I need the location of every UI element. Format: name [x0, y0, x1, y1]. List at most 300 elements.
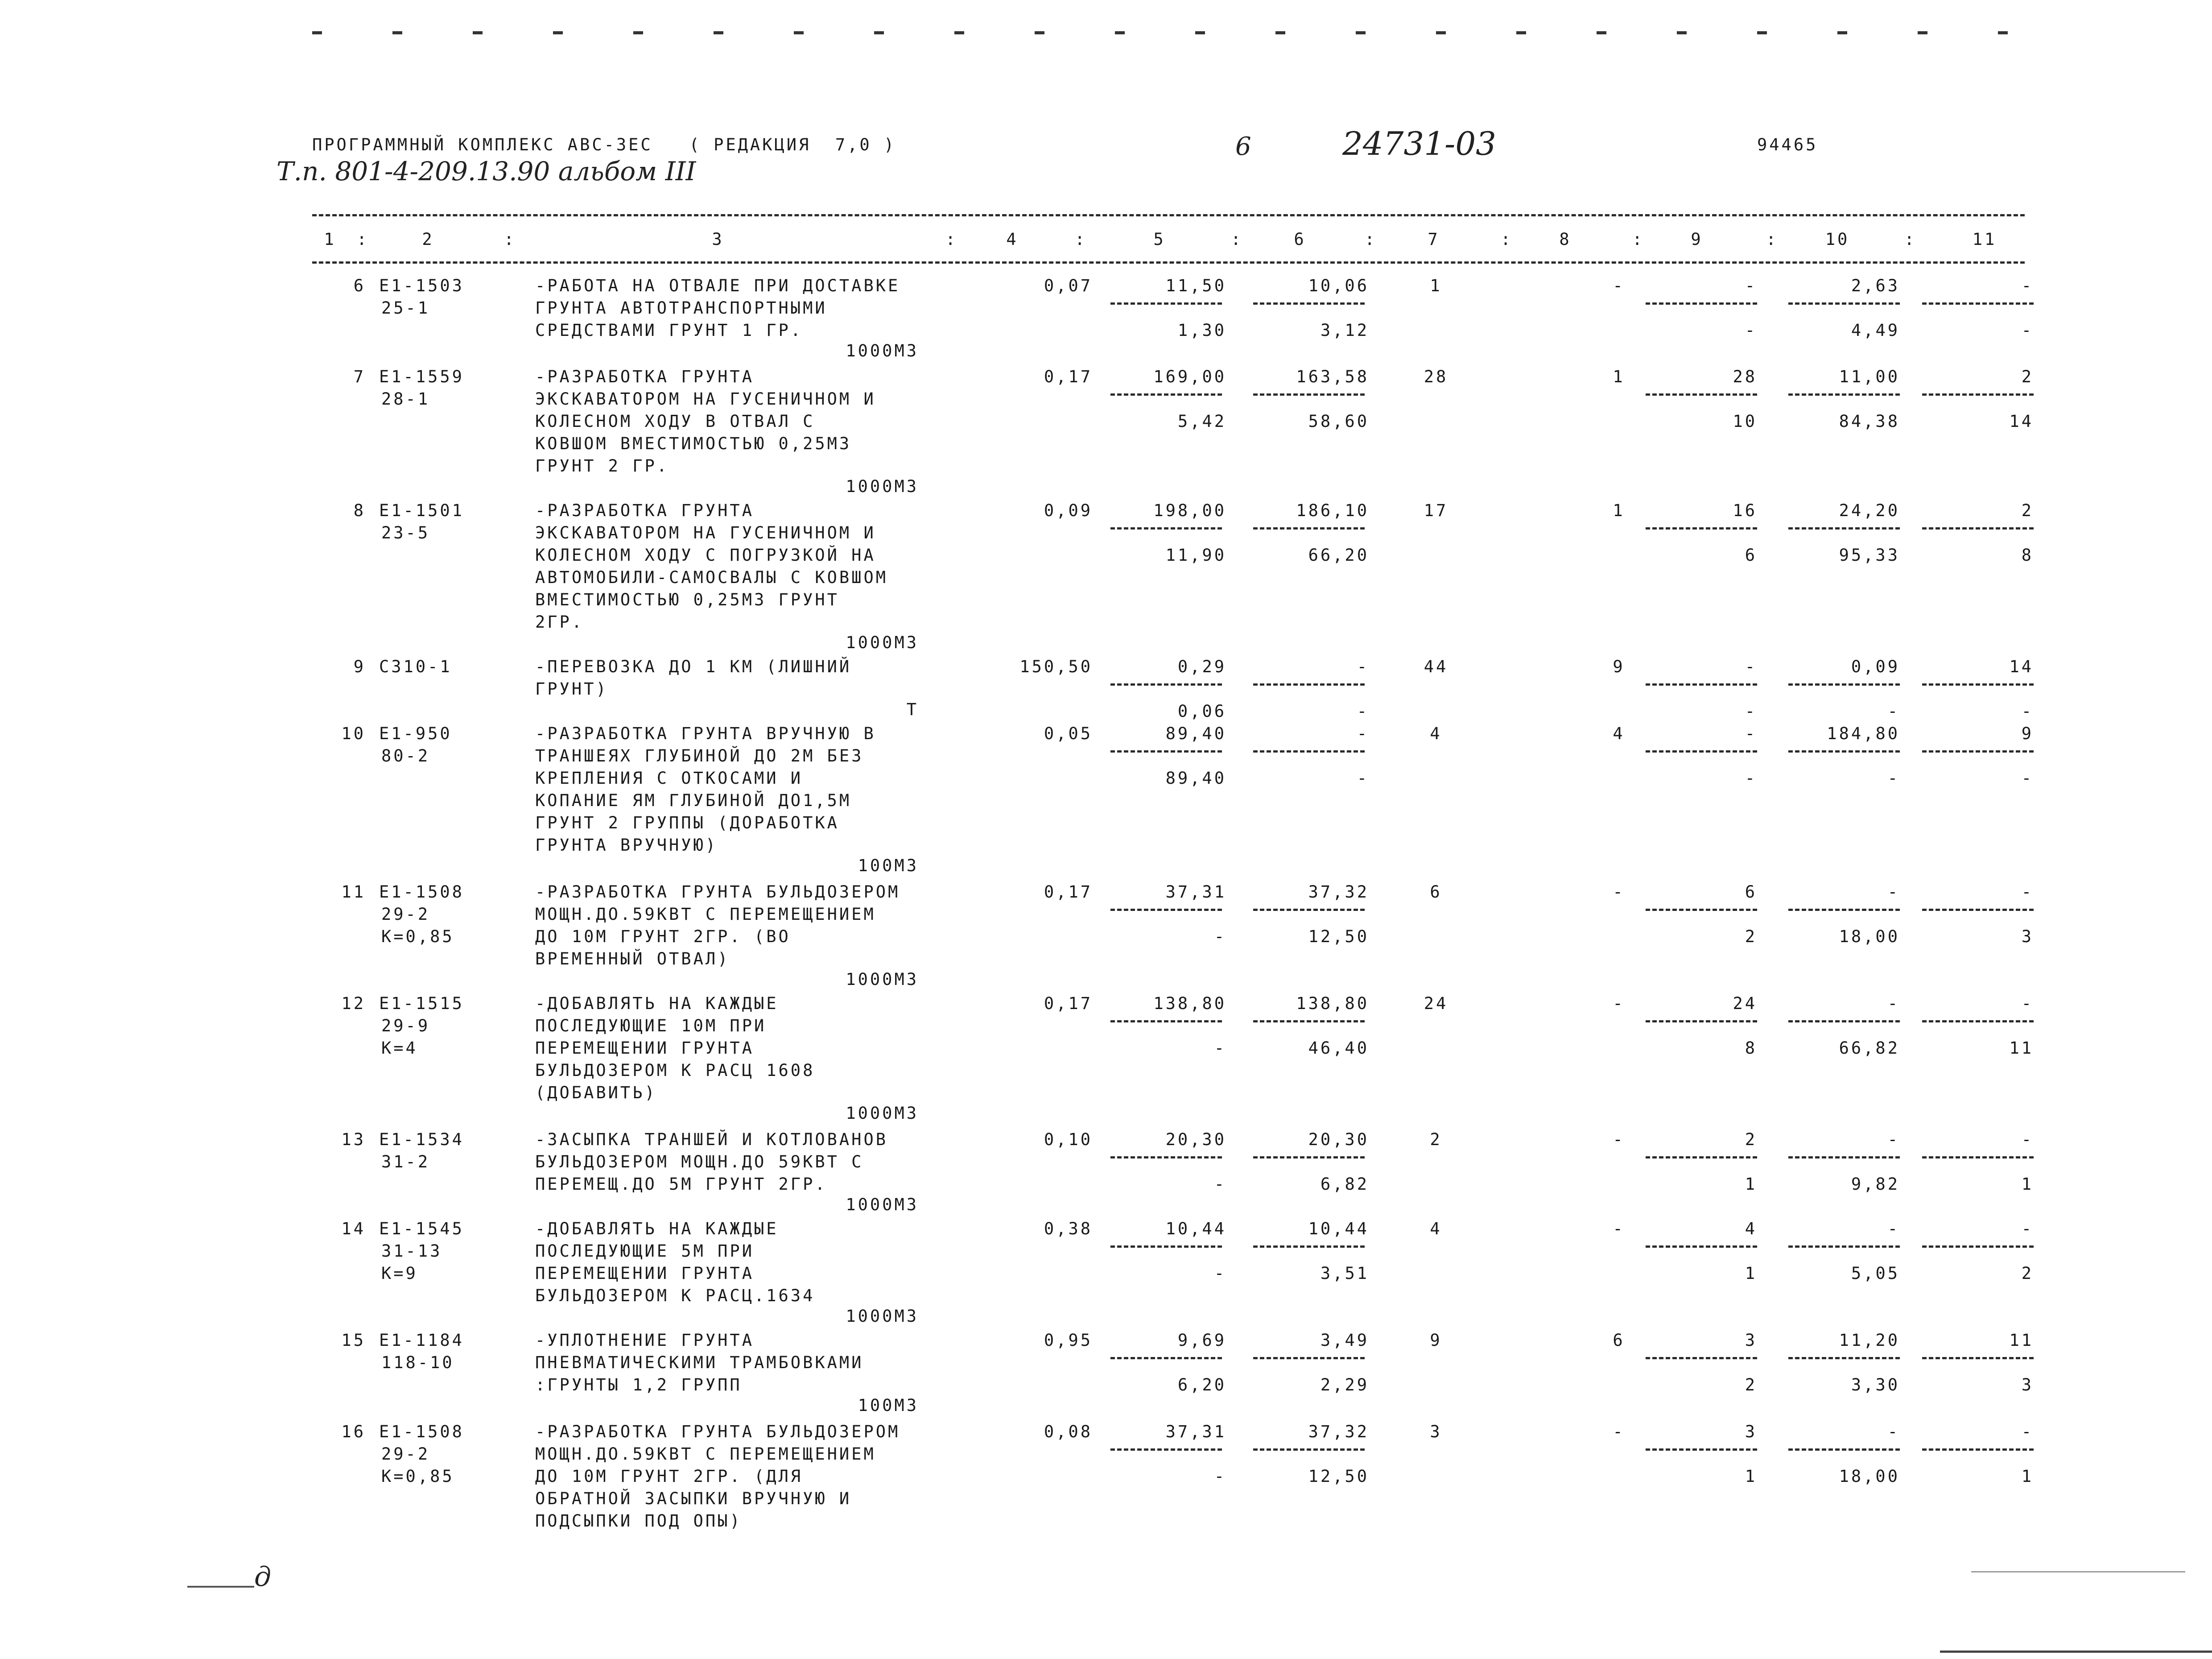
unit-cost-wage: -: [1214, 1467, 1226, 1486]
column-number: 2: [422, 230, 434, 249]
work-description: АВТОМОБИЛИ-САМОСВАЛЫ С КОВШОМ: [535, 568, 888, 587]
rate-code: К=0,85: [381, 927, 454, 946]
unit-cost-total: 37,31: [1165, 1422, 1226, 1441]
unit-cost-total: 89,40: [1165, 724, 1226, 743]
col9-value-top: 16: [1733, 501, 1757, 520]
total-wage: -: [1357, 769, 1369, 788]
unit-cost-total: 11,50: [1165, 276, 1226, 295]
work-description: ПЕРЕМЕЩЕНИИ ГРУНТА: [535, 1038, 754, 1058]
col9-value-top: 4: [1745, 1219, 1757, 1238]
col11-value-top: -: [2021, 276, 2034, 295]
col9-value-bottom: 6: [1745, 546, 1757, 565]
scan-tick: [312, 31, 322, 34]
col11-value-top: 11: [2009, 1331, 2034, 1350]
column-number: 7: [1428, 230, 1440, 249]
scan-tick: [794, 31, 804, 34]
cost-divider: [1110, 683, 1222, 686]
cost-divider: [1110, 1357, 1222, 1359]
footer-right-faint-rule: [1971, 1571, 2185, 1572]
col9-value-bottom: 10: [1733, 412, 1757, 431]
work-description: -РАБОТА НА ОТВАЛЕ ПРИ ДОСТАВКЕ: [535, 276, 900, 295]
row-number: 11: [341, 882, 366, 902]
scan-tick: [1677, 31, 1687, 34]
unit-cost-wage: 6,20: [1177, 1375, 1226, 1394]
column-number: 10: [1825, 230, 1850, 249]
col10-value-top: -: [1887, 1130, 1900, 1149]
cost-divider: [1253, 1448, 1365, 1451]
work-description: КРЕПЛЕНИЯ С ОТКОСАМИ И: [535, 769, 803, 788]
col11-value-top: -: [2021, 882, 2034, 902]
work-description: БУЛЬДОЗЕРОМ К РАСЦ.1634: [535, 1286, 815, 1305]
unit-of-measure: 1000М3: [846, 1307, 919, 1326]
scan-tick: [1837, 31, 1847, 34]
total-wage: 3,12: [1320, 321, 1369, 340]
rate-code: Е1-1515: [379, 994, 464, 1013]
col9-value-bottom: 1: [1745, 1467, 1757, 1486]
scan-tick: [1757, 31, 1767, 34]
column-separator: :: [1904, 230, 1917, 249]
col10-value-top: 24,20: [1839, 501, 1900, 520]
footer-mark: д: [254, 1561, 272, 1593]
work-description: КОЛЕСНОМ ХОДУ С ПОГРУЗКОЙ НА: [535, 546, 876, 565]
machine-hours: 1: [1613, 501, 1625, 520]
col9-value-top: 24: [1733, 994, 1757, 1013]
value-divider: [1646, 1357, 1757, 1359]
unit-cost-total: 0,29: [1177, 657, 1226, 676]
work-description: -ЗАСЫПКА ТРАНШЕЙ И КОТЛОВАНОВ: [535, 1130, 888, 1149]
quantity: 0,07: [1044, 276, 1093, 295]
work-description: СРЕДСТВАМИ ГРУНТ 1 ГР.: [535, 321, 803, 340]
row-number: 7: [353, 367, 366, 386]
work-description: -РАЗРАБОТКА ГРУНТА БУЛЬДОЗЕРОМ: [535, 1422, 900, 1441]
unit-of-measure: 1000М3: [846, 477, 919, 496]
value-divider: [1788, 750, 1900, 753]
col11-value-bottom: 1: [2021, 1175, 2034, 1194]
value-divider: [1922, 750, 2034, 753]
rate-code: Е1-950: [379, 724, 452, 743]
unit-cost-wage: -: [1214, 1264, 1226, 1283]
work-description: БУЛЬДОЗЕРОМ К РАСЦ 1608: [535, 1061, 815, 1080]
cost-divider: [1253, 750, 1365, 753]
col11-value-top: 2: [2021, 501, 2034, 520]
col10-value-top: 0,09: [1851, 657, 1900, 676]
quantity: 0,38: [1044, 1219, 1093, 1238]
work-description: -РАЗРАБОТКА ГРУНТА: [535, 367, 754, 386]
work-description: (ДОБАВИТЬ): [535, 1083, 657, 1102]
value-divider: [1788, 1448, 1900, 1451]
unit-of-measure: 1000М3: [846, 633, 919, 652]
column-number: 4: [1006, 230, 1019, 249]
work-description: ДО 10М ГРУНТ 2ГР. (ВО: [535, 927, 791, 946]
rate-code: К=4: [381, 1038, 418, 1058]
machine-hours: 9: [1613, 657, 1625, 676]
machine-hours: -: [1613, 1422, 1625, 1441]
quantity: 0,17: [1044, 994, 1093, 1013]
value-divider: [1922, 1357, 2034, 1359]
rate-code: 28-1: [381, 389, 430, 409]
row-number: 15: [341, 1331, 366, 1350]
unit-of-measure: 100М3: [858, 1396, 919, 1415]
scan-tick: [1275, 31, 1285, 34]
labor-hours: 28: [1424, 367, 1449, 386]
total-wage: 66,20: [1308, 546, 1369, 565]
col11-value-top: 14: [2009, 657, 2034, 676]
rate-code: К=9: [381, 1264, 418, 1283]
col9-value-top: 2: [1745, 1130, 1757, 1149]
unit-cost-total: 9,69: [1177, 1331, 1226, 1350]
work-description: ГРУНТ 2 ГР.: [535, 456, 669, 476]
column-number: 1: [324, 230, 336, 249]
col9-value-bottom: -: [1745, 769, 1757, 788]
col11-value-bottom: 8: [2021, 546, 2034, 565]
col10-value-bottom: 18,00: [1839, 1467, 1900, 1486]
value-divider: [1788, 1245, 1900, 1248]
col11-value-bottom: 11: [2009, 1038, 2034, 1058]
work-description: ЭКСКАВАТОРОМ НА ГУСЕНИЧНОМ И: [535, 389, 876, 409]
cost-divider: [1253, 909, 1365, 911]
value-divider: [1646, 1245, 1757, 1248]
rate-code: Е1-1501: [379, 501, 464, 520]
unit-cost-total: 37,31: [1165, 882, 1226, 902]
quantity: 0,17: [1044, 882, 1093, 902]
col11-value-top: -: [2021, 1130, 2034, 1149]
scan-tick: [392, 31, 402, 34]
cost-divider: [1110, 750, 1222, 753]
scan-tick: [473, 31, 483, 34]
work-description: ДО 10М ГРУНТ 2ГР. (ДЛЯ: [535, 1467, 803, 1486]
unit-of-measure: 1000М3: [846, 970, 919, 989]
col11-value-bottom: -: [2021, 769, 2034, 788]
value-divider: [1922, 527, 2034, 530]
col11-value-bottom: -: [2021, 321, 2034, 340]
total-wage: 2,29: [1320, 1375, 1369, 1394]
cost-divider: [1253, 1156, 1365, 1158]
column-number: 11: [1972, 230, 1997, 249]
labor-hours: 9: [1430, 1331, 1442, 1350]
labor-hours: 17: [1424, 501, 1449, 520]
value-divider: [1646, 1448, 1757, 1451]
work-description: КОВШОМ ВМЕСТИМОСТЬЮ 0,25М3: [535, 434, 852, 453]
machine-hours: -: [1613, 1219, 1625, 1238]
col9-value-top: -: [1745, 276, 1757, 295]
col11-value-top: -: [2021, 1422, 2034, 1441]
row-number: 6: [353, 276, 366, 295]
value-divider: [1646, 1020, 1757, 1022]
quantity: 0,95: [1044, 1331, 1093, 1350]
total-wage: 46,40: [1308, 1038, 1369, 1058]
labor-hours: 3: [1430, 1422, 1442, 1441]
total-cost: 186,10: [1296, 501, 1369, 520]
scan-tick: [1516, 31, 1526, 34]
unit-cost-wage: 11,90: [1165, 546, 1226, 565]
col9-value-top: -: [1745, 724, 1757, 743]
rate-code: 23-5: [381, 523, 430, 542]
scan-tick: [1918, 31, 1927, 34]
value-divider: [1646, 683, 1757, 686]
col11-value-top: 2: [2021, 367, 2034, 386]
column-number: 3: [712, 230, 724, 249]
cost-divider: [1253, 302, 1365, 305]
cost-divider: [1110, 1448, 1222, 1451]
rate-code: 29-2: [381, 1444, 430, 1464]
work-description: ЭКСКАВАТОРОМ НА ГУСЕНИЧНОМ И: [535, 523, 876, 542]
unit-cost-wage: -: [1214, 927, 1226, 946]
cost-divider: [1253, 393, 1365, 396]
rate-code: Е1-1534: [379, 1130, 464, 1149]
total-wage: 12,50: [1308, 927, 1369, 946]
unit-cost-total: 198,00: [1153, 501, 1226, 520]
value-divider: [1788, 1357, 1900, 1359]
quantity: 0,17: [1044, 367, 1093, 386]
work-description: ПЕРЕМЕЩ.ДО 5М ГРУНТ 2ГР.: [535, 1175, 827, 1194]
cost-divider: [1110, 527, 1222, 530]
column-separator: :: [357, 230, 369, 249]
scan-tick: [1035, 31, 1044, 34]
col10-value-bottom: 3,30: [1851, 1375, 1900, 1394]
rate-code: Е1-1503: [379, 276, 464, 295]
total-cost: 138,80: [1296, 994, 1369, 1013]
scan-tick: [874, 31, 884, 34]
col9-value-top: 6: [1745, 882, 1757, 902]
row-number: 9: [353, 657, 366, 676]
total-cost: 10,06: [1308, 276, 1369, 295]
value-divider: [1646, 527, 1757, 530]
page-number: 6: [1235, 132, 1251, 161]
column-separator: :: [1365, 230, 1377, 249]
col10-value-bottom: 84,38: [1839, 412, 1900, 431]
value-divider: [1646, 909, 1757, 911]
col9-value-top: 28: [1733, 367, 1757, 386]
value-divider: [1788, 302, 1900, 305]
col10-value-bottom: -: [1887, 769, 1900, 788]
col10-value-bottom: 18,00: [1839, 927, 1900, 946]
machine-hours: 4: [1613, 724, 1625, 743]
value-divider: [1788, 393, 1900, 396]
cost-divider: [1110, 1245, 1222, 1248]
col10-value-bottom: 5,05: [1851, 1264, 1900, 1283]
total-cost: 10,44: [1308, 1219, 1369, 1238]
labor-hours: 44: [1424, 657, 1449, 676]
total-wage: -: [1357, 702, 1369, 721]
rate-code: Е1-1508: [379, 882, 464, 902]
row-number: 10: [341, 724, 366, 743]
col10-value-top: 2,63: [1851, 276, 1900, 295]
value-divider: [1646, 1156, 1757, 1158]
unit-cost-total: 20,30: [1165, 1130, 1226, 1149]
work-description: БУЛЬДОЗЕРОМ МОЩН.ДО 59КВТ С: [535, 1152, 864, 1171]
cost-divider: [1110, 1020, 1222, 1022]
scan-tick: [553, 31, 563, 34]
work-description: -ДОБАВЛЯТЬ НА КАЖДЫЕ: [535, 1219, 779, 1238]
work-description: -ПЕРЕВОЗКА ДО 1 КМ (ЛИШНИЙ: [535, 657, 852, 676]
value-divider: [1646, 302, 1757, 305]
labor-hours: 1: [1430, 276, 1442, 295]
footer-right-rule: [1940, 1651, 2212, 1653]
cost-divider: [1253, 683, 1365, 686]
work-description: -РАЗРАБОТКА ГРУНТА ВРУЧНУЮ В: [535, 724, 876, 743]
quantity: 0,10: [1044, 1130, 1093, 1149]
col11-value-bottom: 3: [2021, 927, 2034, 946]
unit-cost-wage: 1,30: [1177, 321, 1226, 340]
work-description: ГРУНТ 2 ГРУППЫ (ДОРАБОТКА: [535, 813, 839, 832]
code-right: 94465: [1757, 135, 1818, 154]
scan-tick: [1356, 31, 1366, 34]
total-cost: 37,32: [1308, 1422, 1369, 1441]
col11-value-bottom: -: [2021, 702, 2034, 721]
table-top-rule: [312, 214, 2025, 216]
value-divider: [1922, 1020, 2034, 1022]
work-description: 2ГР.: [535, 612, 584, 632]
value-divider: [1788, 909, 1900, 911]
column-separator: :: [945, 230, 958, 249]
col11-value-bottom: 1: [2021, 1467, 2034, 1486]
unit-cost-wage: 0,06: [1177, 702, 1226, 721]
cost-divider: [1110, 1156, 1222, 1158]
quantity: 150,50: [1019, 657, 1093, 676]
col10-value-bottom: 66,82: [1839, 1038, 1900, 1058]
work-description: КОПАНИЕ ЯМ ГЛУБИНОЙ ДО1,5М: [535, 791, 852, 810]
column-number: 8: [1559, 230, 1572, 249]
work-description: ПОСЛЕДУЮЩИЕ 5М ПРИ: [535, 1241, 754, 1261]
col10-value-top: 184,80: [1827, 724, 1900, 743]
col10-value-top: -: [1887, 882, 1900, 902]
labor-hours: 24: [1424, 994, 1449, 1013]
unit-cost-wage: -: [1214, 1038, 1226, 1058]
machine-hours: -: [1613, 994, 1625, 1013]
work-description: ВРЕМЕННЫЙ ОТВАЛ): [535, 949, 730, 968]
cost-divider: [1253, 1245, 1365, 1248]
col11-value-top: 9: [2021, 724, 2034, 743]
scan-tick: [1998, 31, 2008, 34]
value-divider: [1788, 1156, 1900, 1158]
col9-value-bottom: 8: [1745, 1038, 1757, 1058]
unit-of-measure: 1000М3: [846, 1104, 919, 1123]
machine-hours: -: [1613, 276, 1625, 295]
rate-code: 118-10: [381, 1353, 454, 1372]
cost-divider: [1253, 527, 1365, 530]
col10-value-bottom: 4,49: [1851, 321, 1900, 340]
work-description: МОЩН.ДО.59КВТ С ПЕРЕМЕЩЕНИЕМ: [535, 905, 876, 924]
work-description: :ГРУНТЫ 1,2 ГРУПП: [535, 1375, 742, 1394]
total-cost: -: [1357, 657, 1369, 676]
rate-code: 29-9: [381, 1016, 430, 1035]
col10-value-top: -: [1887, 994, 1900, 1013]
scan-tick: [1195, 31, 1205, 34]
col9-value-top: 3: [1745, 1422, 1757, 1441]
col10-value-bottom: 9,82: [1851, 1175, 1900, 1194]
machine-hours: -: [1613, 882, 1625, 902]
work-description: ТРАНШЕЯХ ГЛУБИНОЙ ДО 2М БЕЗ: [535, 746, 864, 765]
unit-cost-total: 138,80: [1153, 994, 1226, 1013]
col9-value-bottom: -: [1745, 702, 1757, 721]
row-number: 16: [341, 1422, 366, 1441]
value-divider: [1922, 683, 2034, 686]
total-cost: 37,32: [1308, 882, 1369, 902]
unit-of-measure: 1000М3: [846, 341, 919, 360]
rate-code: 31-2: [381, 1152, 430, 1171]
row-number: 8: [353, 501, 366, 520]
scan-tick: [954, 31, 964, 34]
unit-cost-wage: 5,42: [1177, 412, 1226, 431]
rate-code: 29-2: [381, 905, 430, 924]
value-divider: [1922, 1156, 2034, 1158]
work-description: ПНЕВМАТИЧЕСКИМИ ТРАМБОВКАМИ: [535, 1353, 864, 1372]
work-description: МОЩН.ДО.59КВТ С ПЕРЕМЕЩЕНИЕМ: [535, 1444, 876, 1464]
col10-value-bottom: -: [1887, 702, 1900, 721]
col9-value-top: 3: [1745, 1331, 1757, 1350]
total-cost: 20,30: [1308, 1130, 1369, 1149]
quantity: 0,08: [1044, 1422, 1093, 1441]
work-description: ГРУНТА ВРУЧНУЮ): [535, 836, 718, 855]
cost-divider: [1253, 1357, 1365, 1359]
value-divider: [1922, 302, 2034, 305]
rate-code: Е1-1508: [379, 1422, 464, 1441]
cost-divider: [1110, 393, 1222, 396]
labor-hours: 4: [1430, 1219, 1442, 1238]
rate-code: 80-2: [381, 746, 430, 765]
value-divider: [1922, 1245, 2034, 1248]
total-cost: 3,49: [1320, 1331, 1369, 1350]
column-separator: :: [1231, 230, 1243, 249]
column-separator: :: [504, 230, 516, 249]
work-description: -РАЗРАБОТКА ГРУНТА: [535, 501, 754, 520]
value-divider: [1788, 1020, 1900, 1022]
work-description: -РАЗРАБОТКА ГРУНТА БУЛЬДОЗЕРОМ: [535, 882, 900, 902]
column-separator: :: [1075, 230, 1087, 249]
unit-cost-wage: -: [1214, 1175, 1226, 1194]
scan-tick: [1436, 31, 1446, 34]
quantity: 0,09: [1044, 501, 1093, 520]
col9-value-bottom: -: [1745, 321, 1757, 340]
col11-value-top: -: [2021, 1219, 2034, 1238]
work-description: КОЛЕСНОМ ХОДУ В ОТВАЛ С: [535, 412, 815, 431]
rate-code: Е1-1559: [379, 367, 464, 386]
col9-value-bottom: 2: [1745, 1375, 1757, 1394]
rate-code: Е1-1184: [379, 1331, 464, 1350]
value-divider: [1788, 683, 1900, 686]
work-description: -УПЛОТНЕНИЕ ГРУНТА: [535, 1331, 754, 1350]
col11-value-top: -: [2021, 994, 2034, 1013]
unit-of-measure: 1000М3: [846, 1195, 919, 1214]
unit-cost-wage: 89,40: [1165, 769, 1226, 788]
cost-divider: [1110, 302, 1222, 305]
work-description: ПОДСЫПКИ ПОД ОПЫ): [535, 1511, 742, 1531]
value-divider: [1922, 393, 2034, 396]
labor-hours: 6: [1430, 882, 1442, 902]
column-number: 5: [1153, 230, 1166, 249]
value-divider: [1646, 750, 1757, 753]
col10-value-top: -: [1887, 1219, 1900, 1238]
machine-hours: -: [1613, 1130, 1625, 1149]
value-divider: [1922, 909, 2034, 911]
col9-value-top: -: [1745, 657, 1757, 676]
column-number: 9: [1691, 230, 1703, 249]
scan-tick: [714, 31, 723, 34]
col9-value-bottom: 1: [1745, 1175, 1757, 1194]
total-wage: 12,50: [1308, 1467, 1369, 1486]
document-code: 24731-03: [1342, 125, 1496, 162]
value-divider: [1788, 527, 1900, 530]
col10-value-top: 11,20: [1839, 1331, 1900, 1350]
rate-code: 25-1: [381, 298, 430, 318]
scan-tick: [633, 31, 643, 34]
table-head-rule: [312, 261, 2025, 264]
total-wage: 58,60: [1308, 412, 1369, 431]
work-description: ГРУНТА АВТОТРАНСПОРТНЫМИ: [535, 298, 827, 318]
rate-code: С310-1: [379, 657, 452, 676]
column-separator: :: [1766, 230, 1779, 249]
labor-hours: 2: [1430, 1130, 1442, 1149]
